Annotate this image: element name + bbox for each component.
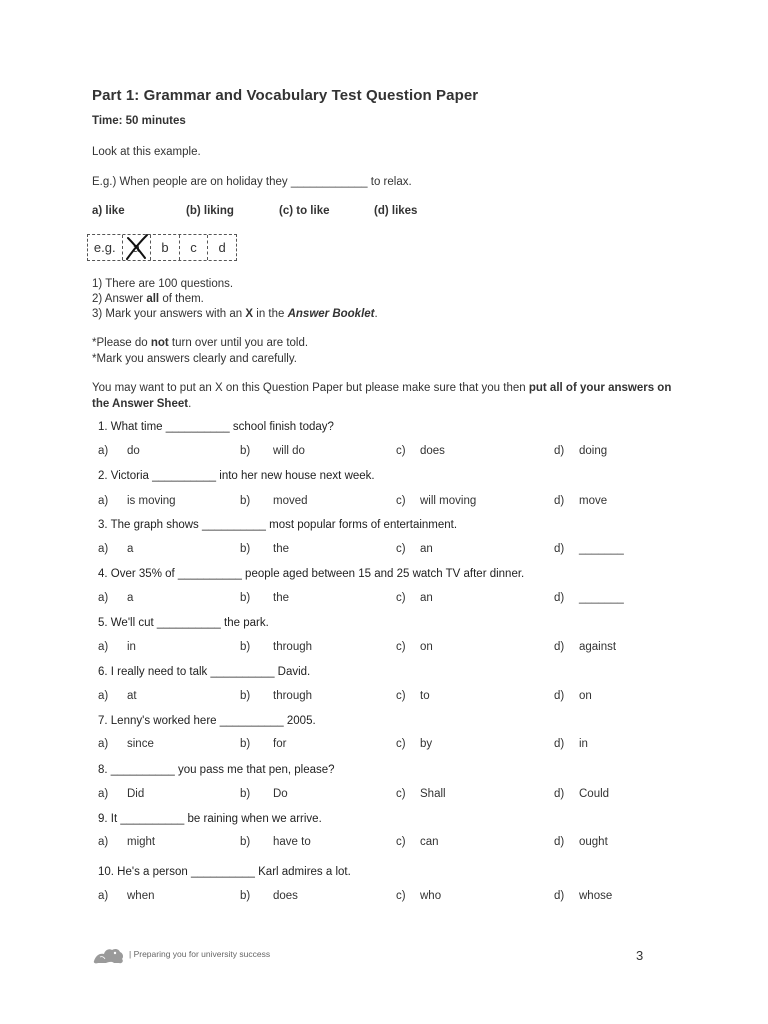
example-option-a: a) like <box>92 205 125 217</box>
question-10-options <box>98 890 658 904</box>
option-a-text: is moving <box>127 495 176 507</box>
option-d-text: doing <box>579 445 608 457</box>
option-a-marker: a) <box>98 788 109 800</box>
example-box-label: e.g. <box>93 240 116 255</box>
option-a-marker: a) <box>98 641 109 653</box>
notes <box>92 335 308 367</box>
question-7-options <box>98 738 658 752</box>
question-6-options <box>98 690 658 704</box>
example-box-cell-c: c <box>179 235 208 260</box>
option-d-text: whose <box>579 890 613 902</box>
instruction-2: 2) Answer all of them. <box>92 293 204 305</box>
option-b-marker: b) <box>240 690 251 702</box>
option-b-marker: b) <box>240 445 251 457</box>
question-6-text: 6. I really need to talk __________ David. <box>98 666 311 678</box>
option-b-text: through <box>273 690 313 702</box>
option-d-marker: d) <box>554 592 565 604</box>
page-title: Part 1: Grammar and Vocabulary Test Question Paper <box>92 87 479 104</box>
example-box-letter-a: a <box>132 240 140 255</box>
example-box-cell-a <box>122 235 151 260</box>
option-c-text: by <box>420 738 433 750</box>
note-2: *Mark you answers clearly and carefully. <box>92 353 297 365</box>
time-limit: Time: 50 minutes <box>92 115 186 127</box>
option-d-text: Could <box>579 788 610 800</box>
option-b-text: through <box>273 641 313 653</box>
option-a-text: do <box>127 445 140 457</box>
option-c-text: an <box>420 592 433 604</box>
option-b-marker: b) <box>240 836 251 848</box>
option-c-text: will moving <box>420 495 477 507</box>
question-5-options <box>98 641 658 655</box>
option-d-text: move <box>579 495 608 507</box>
option-d-marker: d) <box>554 890 565 902</box>
lion-logo-icon <box>92 945 126 965</box>
question-8-options <box>98 788 658 802</box>
option-b-marker: b) <box>240 543 251 555</box>
question-2-text: 2. Victoria __________ into her new house next week. <box>98 470 375 482</box>
option-d-text: _______ <box>579 592 624 604</box>
option-c-text: Shall <box>420 788 446 800</box>
cross-mark-icon <box>124 234 150 260</box>
option-a-text: since <box>127 738 154 750</box>
option-c-marker: c) <box>396 738 406 750</box>
question-1-text: 1. What time __________ school finish today? <box>98 421 334 433</box>
option-b-marker: b) <box>240 495 251 507</box>
option-c-text: can <box>420 836 439 848</box>
option-b-text: Do <box>273 788 288 800</box>
option-d-marker: d) <box>554 543 565 555</box>
option-c-text: who <box>420 890 442 902</box>
question-3-options <box>98 543 658 557</box>
option-b-text: have to <box>273 836 311 848</box>
example-options <box>92 205 432 219</box>
question-3-text: 3. The graph shows __________ most popular forms of entertainment. <box>98 519 458 531</box>
option-c-marker: c) <box>396 445 406 457</box>
question-9-options <box>98 836 658 850</box>
example-option-d: (d) likes <box>374 205 418 217</box>
instruction-list <box>92 277 378 322</box>
option-c-marker: c) <box>396 641 406 653</box>
option-b-text: the <box>273 543 289 555</box>
option-c-marker: c) <box>396 788 406 800</box>
option-b-text: does <box>273 890 298 902</box>
question-2-options <box>98 495 658 509</box>
option-a-marker: a) <box>98 543 109 555</box>
example-option-c: (c) to like <box>279 205 330 217</box>
option-d-text: in <box>579 738 588 750</box>
example-intro: Look at this example. <box>92 146 201 158</box>
option-d-text: on <box>579 690 592 702</box>
option-c-marker: c) <box>396 543 406 555</box>
question-7-text: 7. Lenny's worked here __________ 2005. <box>98 715 316 727</box>
page-number: 3 <box>636 948 644 963</box>
option-b-marker: b) <box>240 738 251 750</box>
option-d-marker: d) <box>554 495 565 507</box>
option-b-marker: b) <box>240 890 251 902</box>
option-d-marker: d) <box>554 690 565 702</box>
option-a-marker: a) <box>98 738 109 750</box>
option-c-marker: c) <box>396 592 406 604</box>
example-box-cell-d: d <box>207 235 236 260</box>
option-d-marker: d) <box>554 738 565 750</box>
option-a-text: a <box>127 543 134 555</box>
example-box-cell-b: b <box>150 235 179 260</box>
instruction-1: 1) There are 100 questions. <box>92 278 234 290</box>
option-a-marker: a) <box>98 592 109 604</box>
question-5-text: 5. We'll cut __________ the park. <box>98 617 269 629</box>
option-c-marker: c) <box>396 836 406 848</box>
option-b-text: will do <box>273 445 305 457</box>
option-b-marker: b) <box>240 592 251 604</box>
option-c-text: an <box>420 543 433 555</box>
option-a-marker: a) <box>98 890 109 902</box>
option-a-text: at <box>127 690 137 702</box>
option-d-text: against <box>579 641 617 653</box>
answer-sheet-advice: You may want to put an X on this Question Paper but please make sure that you then put all of your answers on the Answer Sheet. <box>92 382 672 410</box>
option-c-marker: c) <box>396 495 406 507</box>
question-4-options <box>98 592 658 606</box>
option-a-marker: a) <box>98 836 109 848</box>
option-c-text: to <box>420 690 430 702</box>
option-d-marker: d) <box>554 445 565 457</box>
question-8-text: 8. __________ you pass me that pen, please? <box>98 764 335 776</box>
option-a-text: might <box>127 836 156 848</box>
option-a-marker: a) <box>98 445 109 457</box>
option-c-text: on <box>420 641 433 653</box>
footer-tagline: | Preparing you for university success <box>129 949 271 959</box>
option-c-marker: c) <box>396 890 406 902</box>
option-a-marker: a) <box>98 495 109 507</box>
question-9-text: 9. It __________ be raining when we arrive. <box>98 813 322 825</box>
note-1: *Please do not turn over until you are told. <box>92 337 309 349</box>
option-a-text: in <box>127 641 136 653</box>
option-b-marker: b) <box>240 641 251 653</box>
option-b-text: the <box>273 592 289 604</box>
option-a-marker: a) <box>98 690 109 702</box>
option-a-text: when <box>127 890 155 902</box>
option-d-marker: d) <box>554 836 565 848</box>
option-c-text: does <box>420 445 445 457</box>
option-b-text: for <box>273 738 287 750</box>
option-d-marker: d) <box>554 641 565 653</box>
question-1-options <box>98 445 658 459</box>
example-sentence: E.g.) When people are on holiday they ____________ to relax. <box>92 176 412 188</box>
option-b-marker: b) <box>240 788 251 800</box>
option-a-text: Did <box>127 788 145 800</box>
example-answer-box <box>87 234 237 261</box>
option-b-text: moved <box>273 495 308 507</box>
option-d-text: ought <box>579 836 608 848</box>
instruction-3: 3) Mark your answers with an X in the Answer Booklet. <box>92 308 378 320</box>
example-option-b: (b) liking <box>186 205 234 217</box>
option-d-text: _______ <box>579 543 624 555</box>
option-c-marker: c) <box>396 690 406 702</box>
option-d-marker: d) <box>554 788 565 800</box>
question-10-text: 10. He's a person __________ Karl admires a lot. <box>98 866 351 878</box>
question-4-text: 4. Over 35% of __________ people aged between 15 and 25 watch TV after dinner. <box>98 568 525 580</box>
option-a-text: a <box>127 592 134 604</box>
